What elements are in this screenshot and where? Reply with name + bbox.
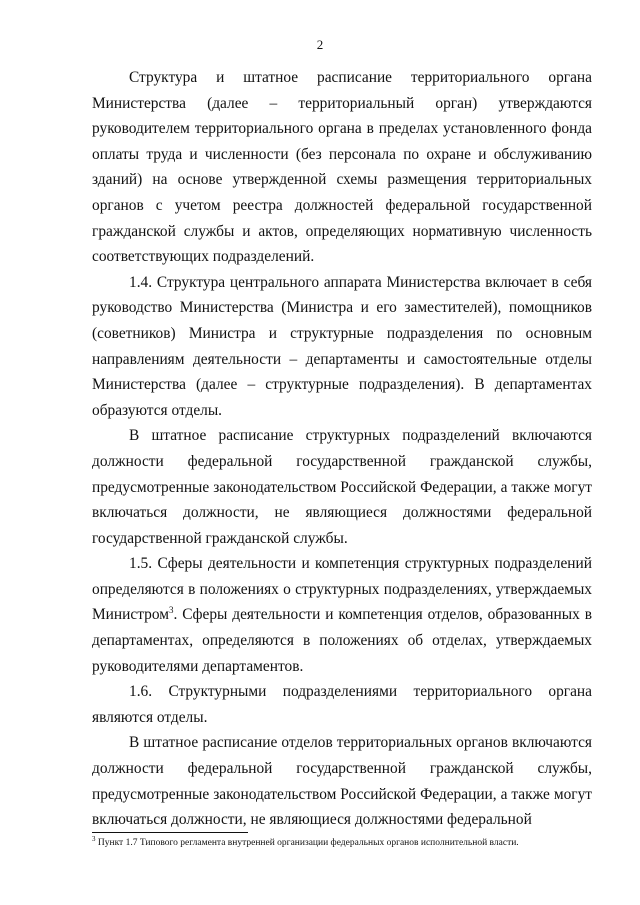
footnote-marker: 3 [92,834,96,843]
paragraph-1-5-start: 1.5. Сферы деятельности и компетенция структурных подразделений определяются в положениях о структурных подразделениях, утверждаемых Министром [92,555,592,624]
paragraph-1-4: 1.4. Структура центрального аппарата Министерства включает в себя руководство Министерства (Министра и его заместителей), помощников (советников) Министра и структурные подразделения по основным направлениям деятельности – департаменты и самостоятельные отделы Министерства (далее – структурные подразделения). В департаментах образуются отделы. [92,273,592,419]
body-text [92,65,592,833]
paragraph-structure-territorial: Структура и штатное расписание территориального органа Министерства (далее – территориальный орган) утверждаются руководителем территориального органа в пределах установленного фонда оплаты труда и численности (без персонала по охране и обслуживанию зданий) на основе утвержденной схемы размещения территориальных органов с учетом реестра должностей федеральной государственной гражданской службы и актов, определяющих нормативную численность соответствующих подразделений. [92,69,592,266]
footnote-separator [92,832,248,833]
footnote [92,834,592,850]
footnote-text: Пункт 1.7 Типового регламента внутренней организации федеральных органов исполнительной власти. [95,838,519,848]
page-number: 2 [316,37,324,52]
paragraph-1-5 [92,551,592,679]
paragraph-staff-schedule-territorial: В штатное расписание отделов территориальных органов включаются должности федеральной государственной гражданской службы, предусмотренные законодательством Российской Федерации, а также могут включаться должности, не являющиеся должностями федеральной [92,734,592,829]
paragraph-1-6: 1.6. Структурными подразделениями территориального органа являются отделы. [92,683,592,726]
footnote-reference: 3 [168,605,174,616]
paragraph-1-5-end: . Сферы деятельности и компетенция отделов, образованных в департаментах, определяются в положениях об отделах, утверждаемых руководителями департаментов. [92,606,592,675]
paragraph-staff-schedule-divisions: В штатное расписание структурных подразделений включаются должности федеральной государственной гражданской службы, предусмотренные законодательством Российской Федерации, а также могут включаться должности, не являющиеся должностями федеральной государственной гражданской службы. [92,427,592,547]
